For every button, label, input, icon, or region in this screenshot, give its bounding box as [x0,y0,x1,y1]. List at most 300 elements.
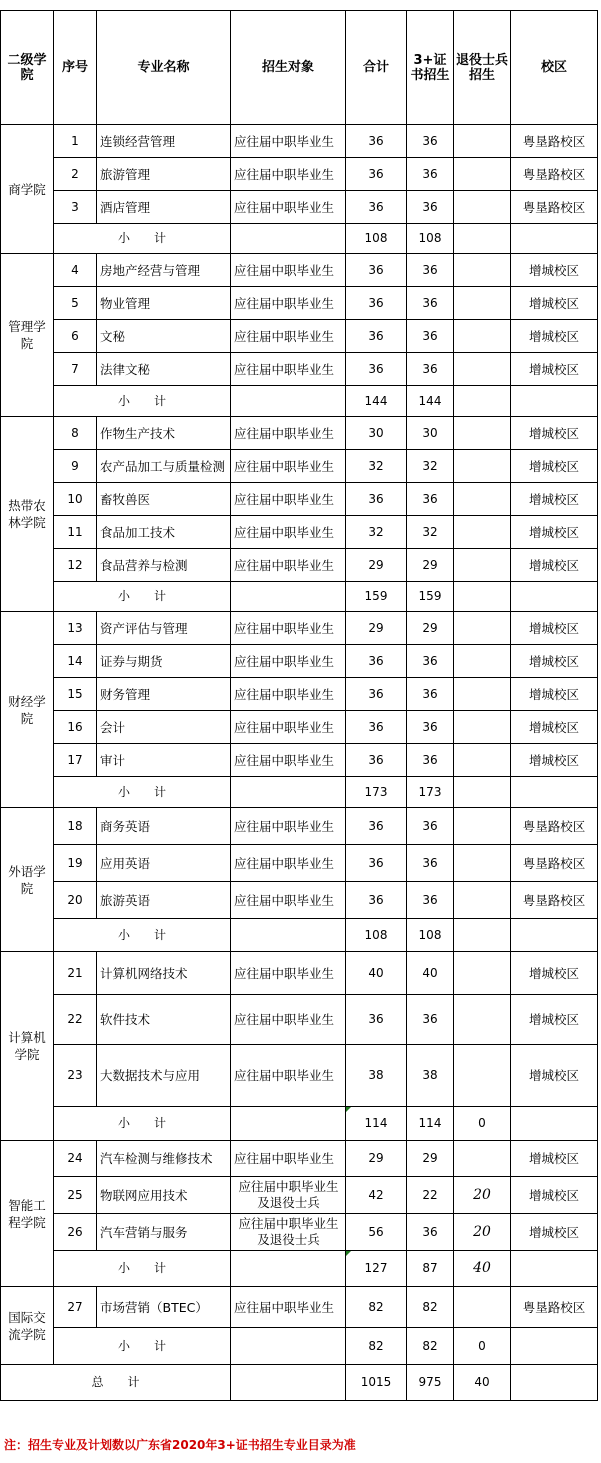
subtotal-cert: 108 [407,224,454,254]
veteran-cell: 20 [454,1214,511,1251]
total-cell: 36 [346,483,407,516]
subtotal-total: 173 [346,777,407,808]
major-name: 市场营销（BTEC） [97,1287,231,1328]
veteran-cell [454,711,511,744]
total-cell: 40 [346,952,407,995]
veteran-cell [454,353,511,386]
veteran-cell [454,483,511,516]
subtotal-campus-empty [511,919,598,952]
target-cell: 应往届中职毕业生 [231,353,346,386]
veteran-cell [454,320,511,353]
subtotal-campus-empty [511,1107,598,1141]
major-name: 畜牧兽医 [97,483,231,516]
veteran-cell [454,808,511,845]
subtotal-label: 小 计 [54,582,231,612]
target-cell: 应往届中职毕业生 [231,744,346,777]
major-name: 食品营养与检测 [97,549,231,582]
veteran-cell [454,191,511,224]
campus-cell: 增城校区 [511,1045,598,1107]
major-name: 审计 [97,744,231,777]
table-row [1,483,598,516]
subtotal-total: 82 [346,1328,407,1365]
target-cell: 应往届中职毕业生 [231,320,346,353]
major-name: 大数据技术与应用 [97,1045,231,1107]
subtotal-empty [231,386,346,417]
target-cell: 应往届中职毕业生及退役士兵 [231,1214,346,1251]
table-row [1,158,598,191]
target-cell: 应往届中职毕业生 [231,483,346,516]
row-no: 4 [54,254,97,287]
row-no: 10 [54,483,97,516]
veteran-cell [454,612,511,645]
table-row [1,353,598,386]
subtotal-cert: 173 [407,777,454,808]
campus-cell: 粤垦路校区 [511,158,598,191]
target-cell: 应往届中职毕业生 [231,549,346,582]
enrollment-plan-sheet [0,10,601,1401]
target-cell: 应往届中职毕业生 [231,1287,346,1328]
subtotal-cert: 114 [407,1107,454,1141]
campus-cell: 增城校区 [511,645,598,678]
subtotal-row [1,582,598,612]
cert-cell: 36 [407,808,454,845]
cert-cell: 36 [407,678,454,711]
table-row [1,1287,598,1328]
subtotal-label: 小 计 [54,224,231,254]
grand-total-cert: 975 [407,1365,454,1401]
target-cell: 应往届中职毕业生 [231,417,346,450]
cert-cell: 36 [407,483,454,516]
table-row [1,287,598,320]
grand-total-row [1,1365,598,1401]
cert-cell: 30 [407,417,454,450]
campus-cell: 粤垦路校区 [511,882,598,919]
table-row [1,808,598,845]
major-name: 汽车检测与维修技术 [97,1141,231,1177]
cert-cell: 36 [407,191,454,224]
cert-cell: 36 [407,1214,454,1251]
subtotal-veteran [454,777,511,808]
major-name: 资产评估与管理 [97,612,231,645]
table-row [1,845,598,882]
grand-total-label: 总 计 [1,1365,231,1401]
target-cell: 应往届中职毕业生 [231,254,346,287]
college-cell: 热带农林学院 [1,417,54,612]
campus-cell: 增城校区 [511,353,598,386]
table-row [1,612,598,645]
header-row [1,11,598,125]
row-no: 24 [54,1141,97,1177]
subtotal-campus-empty [511,777,598,808]
target-cell: 应往届中职毕业生 [231,1045,346,1107]
total-cell: 36 [346,254,407,287]
major-name: 作物生产技术 [97,417,231,450]
table-row [1,1177,598,1214]
target-cell: 应往届中职毕业生 [231,612,346,645]
campus-cell: 粤垦路校区 [511,808,598,845]
subtotal-label: 小 计 [54,919,231,952]
total-cell: 56 [346,1214,407,1251]
enrollment-table [0,10,598,1401]
cert-cell: 36 [407,158,454,191]
row-no: 15 [54,678,97,711]
subtotal-total: 144 [346,386,407,417]
veteran-cell [454,254,511,287]
cert-cell: 22 [407,1177,454,1214]
subtotal-row [1,919,598,952]
college-cell: 智能工程学院 [1,1141,54,1287]
college-cell: 管理学院 [1,254,54,417]
total-cell: 32 [346,516,407,549]
major-name: 文秘 [97,320,231,353]
subtotal-row [1,386,598,417]
veteran-cell [454,744,511,777]
target-cell: 应往届中职毕业生 [231,516,346,549]
target-cell: 应往届中职毕业生 [231,287,346,320]
college-cell: 国际交流学院 [1,1287,54,1365]
table-row [1,516,598,549]
subtotal-row [1,777,598,808]
veteran-cell [454,1287,511,1328]
major-name: 法律文秘 [97,353,231,386]
cert-cell: 36 [407,353,454,386]
major-name: 汽车营销与服务 [97,1214,231,1251]
table-row [1,320,598,353]
subtotal-total: 127 [346,1251,407,1287]
cert-cell: 29 [407,549,454,582]
major-name: 连锁经营管理 [97,125,231,158]
veteran-cell [454,1141,511,1177]
campus-cell: 增城校区 [511,417,598,450]
subtotal-empty [231,1251,346,1287]
target-cell: 应往届中职毕业生 [231,191,346,224]
campus-cell: 粤垦路校区 [511,125,598,158]
subtotal-row [1,1251,598,1287]
header-cert: 3+证书招生 [407,11,454,125]
header-campus: 校区 [511,11,598,125]
subtotal-cert: 108 [407,919,454,952]
major-name: 软件技术 [97,995,231,1045]
total-cell: 36 [346,882,407,919]
total-cell: 36 [346,158,407,191]
major-name: 应用英语 [97,845,231,882]
campus-cell: 增城校区 [511,612,598,645]
subtotal-label: 小 计 [54,1328,231,1365]
cert-cell: 82 [407,1287,454,1328]
table-row [1,549,598,582]
target-cell: 应往届中职毕业生 [231,711,346,744]
target-cell: 应往届中职毕业生 [231,158,346,191]
subtotal-cert: 159 [407,582,454,612]
veteran-cell [454,417,511,450]
row-no: 2 [54,158,97,191]
subtotal-campus-empty [511,224,598,254]
subtotal-row [1,224,598,254]
row-no: 18 [54,808,97,845]
campus-cell: 粤垦路校区 [511,845,598,882]
row-no: 27 [54,1287,97,1328]
campus-cell: 增城校区 [511,549,598,582]
target-cell: 应往届中职毕业生及退役士兵 [231,1177,346,1214]
campus-cell: 增城校区 [511,711,598,744]
row-no: 19 [54,845,97,882]
total-cell: 36 [346,191,407,224]
grand-total-campus-empty [511,1365,598,1401]
campus-cell: 粤垦路校区 [511,1287,598,1328]
row-no: 16 [54,711,97,744]
major-name: 农产品加工与质量检测 [97,450,231,483]
veteran-cell [454,450,511,483]
target-cell: 应往届中职毕业生 [231,125,346,158]
veteran-cell [454,1045,511,1107]
total-cell: 42 [346,1177,407,1214]
campus-cell: 增城校区 [511,254,598,287]
row-no: 25 [54,1177,97,1214]
row-no: 12 [54,549,97,582]
header-total: 合计 [346,11,407,125]
row-no: 6 [54,320,97,353]
subtotal-total: 108 [346,919,407,952]
veteran-cell [454,549,511,582]
grand-total-empty [231,1365,346,1401]
table-row [1,1141,598,1177]
header-veteran: 退役士兵招生 [454,11,511,125]
row-no: 14 [54,645,97,678]
campus-cell: 增城校区 [511,1177,598,1214]
cert-cell: 32 [407,450,454,483]
campus-cell: 增城校区 [511,1214,598,1251]
row-no: 22 [54,995,97,1045]
table-row [1,995,598,1045]
veteran-cell: 20 [454,1177,511,1214]
veteran-cell [454,287,511,320]
row-no: 21 [54,952,97,995]
campus-cell: 增城校区 [511,320,598,353]
total-cell: 36 [346,125,407,158]
table-row [1,417,598,450]
total-cell: 36 [346,711,407,744]
college-cell: 外语学院 [1,808,54,952]
subtotal-veteran [454,224,511,254]
major-name: 计算机网络技术 [97,952,231,995]
subtotal-cert: 144 [407,386,454,417]
subtotal-row [1,1328,598,1365]
subtotal-empty [231,1328,346,1365]
target-cell: 应往届中职毕业生 [231,450,346,483]
veteran-cell [454,125,511,158]
table-row [1,450,598,483]
subtotal-veteran: 40 [454,1251,511,1287]
veteran-cell [454,952,511,995]
subtotal-empty [231,582,346,612]
subtotal-veteran [454,386,511,417]
total-cell: 32 [346,450,407,483]
veteran-cell [454,158,511,191]
total-cell: 36 [346,320,407,353]
subtotal-veteran: 0 [454,1328,511,1365]
total-cell: 36 [346,678,407,711]
table-row [1,882,598,919]
footnote: 注：招生专业及计划数以广东省2020年3+证书招生专业目录为准 [4,1438,356,1452]
cert-cell: 36 [407,995,454,1045]
veteran-cell [454,995,511,1045]
row-no: 13 [54,612,97,645]
table-row [1,1214,598,1251]
subtotal-total: 108 [346,224,407,254]
subtotal-cert: 87 [407,1251,454,1287]
veteran-cell [454,516,511,549]
target-cell: 应往届中职毕业生 [231,952,346,995]
target-cell: 应往届中职毕业生 [231,678,346,711]
total-cell: 36 [346,287,407,320]
college-cell: 计算机学院 [1,952,54,1141]
row-no: 8 [54,417,97,450]
campus-cell: 增城校区 [511,678,598,711]
major-name: 酒店管理 [97,191,231,224]
subtotal-empty [231,1107,346,1141]
target-cell: 应往届中职毕业生 [231,995,346,1045]
cert-cell: 29 [407,612,454,645]
target-cell: 应往届中职毕业生 [231,845,346,882]
row-no: 3 [54,191,97,224]
total-cell: 36 [346,995,407,1045]
table-row [1,645,598,678]
target-cell: 应往届中职毕业生 [231,882,346,919]
total-cell: 36 [346,744,407,777]
table-row [1,678,598,711]
table-row [1,125,598,158]
college-cell: 商学院 [1,125,54,254]
header-major: 专业名称 [97,11,231,125]
cert-cell: 38 [407,1045,454,1107]
row-no: 26 [54,1214,97,1251]
table-row [1,711,598,744]
veteran-cell [454,845,511,882]
cert-cell: 40 [407,952,454,995]
subtotal-empty [231,224,346,254]
subtotal-veteran [454,919,511,952]
table-row [1,1045,598,1107]
cert-cell: 36 [407,645,454,678]
subtotal-total: 114 [346,1107,407,1141]
header-target: 招生对象 [231,11,346,125]
cert-cell: 29 [407,1141,454,1177]
subtotal-campus-empty [511,386,598,417]
cert-cell: 32 [407,516,454,549]
campus-cell: 增城校区 [511,516,598,549]
total-cell: 38 [346,1045,407,1107]
table-body [1,125,598,1401]
total-cell: 36 [346,845,407,882]
total-cell: 36 [346,353,407,386]
row-no: 23 [54,1045,97,1107]
campus-cell: 增城校区 [511,1141,598,1177]
table-row [1,952,598,995]
major-name: 旅游英语 [97,882,231,919]
header-college: 二级学院 [1,11,54,125]
subtotal-row [1,1107,598,1141]
cert-cell: 36 [407,125,454,158]
major-name: 旅游管理 [97,158,231,191]
major-name: 财务管理 [97,678,231,711]
grand-total-total: 1015 [346,1365,407,1401]
subtotal-empty [231,919,346,952]
subtotal-cert: 82 [407,1328,454,1365]
campus-cell: 增城校区 [511,287,598,320]
cert-cell: 36 [407,711,454,744]
row-no: 20 [54,882,97,919]
major-name: 食品加工技术 [97,516,231,549]
table-row [1,744,598,777]
college-cell: 财经学院 [1,612,54,808]
subtotal-veteran [454,582,511,612]
table-row [1,254,598,287]
header-no: 序号 [54,11,97,125]
campus-cell: 增城校区 [511,483,598,516]
cert-cell: 36 [407,845,454,882]
campus-cell: 增城校区 [511,450,598,483]
row-no: 11 [54,516,97,549]
major-name: 房地产经营与管理 [97,254,231,287]
subtotal-label: 小 计 [54,777,231,808]
grand-total-veteran: 40 [454,1365,511,1401]
row-no: 1 [54,125,97,158]
cert-cell: 36 [407,287,454,320]
total-cell: 36 [346,645,407,678]
major-name: 商务英语 [97,808,231,845]
cert-cell: 36 [407,320,454,353]
row-no: 17 [54,744,97,777]
subtotal-total: 159 [346,582,407,612]
target-cell: 应往届中职毕业生 [231,1141,346,1177]
subtotal-campus-empty [511,1251,598,1287]
row-no: 7 [54,353,97,386]
veteran-cell [454,645,511,678]
major-name: 证券与期货 [97,645,231,678]
major-name: 会计 [97,711,231,744]
major-name: 物联网应用技术 [97,1177,231,1214]
veteran-cell [454,882,511,919]
subtotal-label: 小 计 [54,1251,231,1287]
cert-cell: 36 [407,744,454,777]
major-name: 物业管理 [97,287,231,320]
row-no: 9 [54,450,97,483]
table-row [1,191,598,224]
veteran-cell [454,678,511,711]
campus-cell: 粤垦路校区 [511,191,598,224]
cert-cell: 36 [407,254,454,287]
campus-cell: 增城校区 [511,952,598,995]
subtotal-campus-empty [511,582,598,612]
subtotal-veteran: 0 [454,1107,511,1141]
subtotal-label: 小 计 [54,386,231,417]
row-no: 5 [54,287,97,320]
campus-cell: 增城校区 [511,995,598,1045]
target-cell: 应往届中职毕业生 [231,808,346,845]
total-cell: 29 [346,1141,407,1177]
total-cell: 36 [346,808,407,845]
cert-cell: 36 [407,882,454,919]
total-cell: 82 [346,1287,407,1328]
total-cell: 29 [346,612,407,645]
subtotal-campus-empty [511,1328,598,1365]
total-cell: 30 [346,417,407,450]
subtotal-empty [231,777,346,808]
subtotal-label: 小 计 [54,1107,231,1141]
target-cell: 应往届中职毕业生 [231,645,346,678]
campus-cell: 增城校区 [511,744,598,777]
total-cell: 29 [346,549,407,582]
